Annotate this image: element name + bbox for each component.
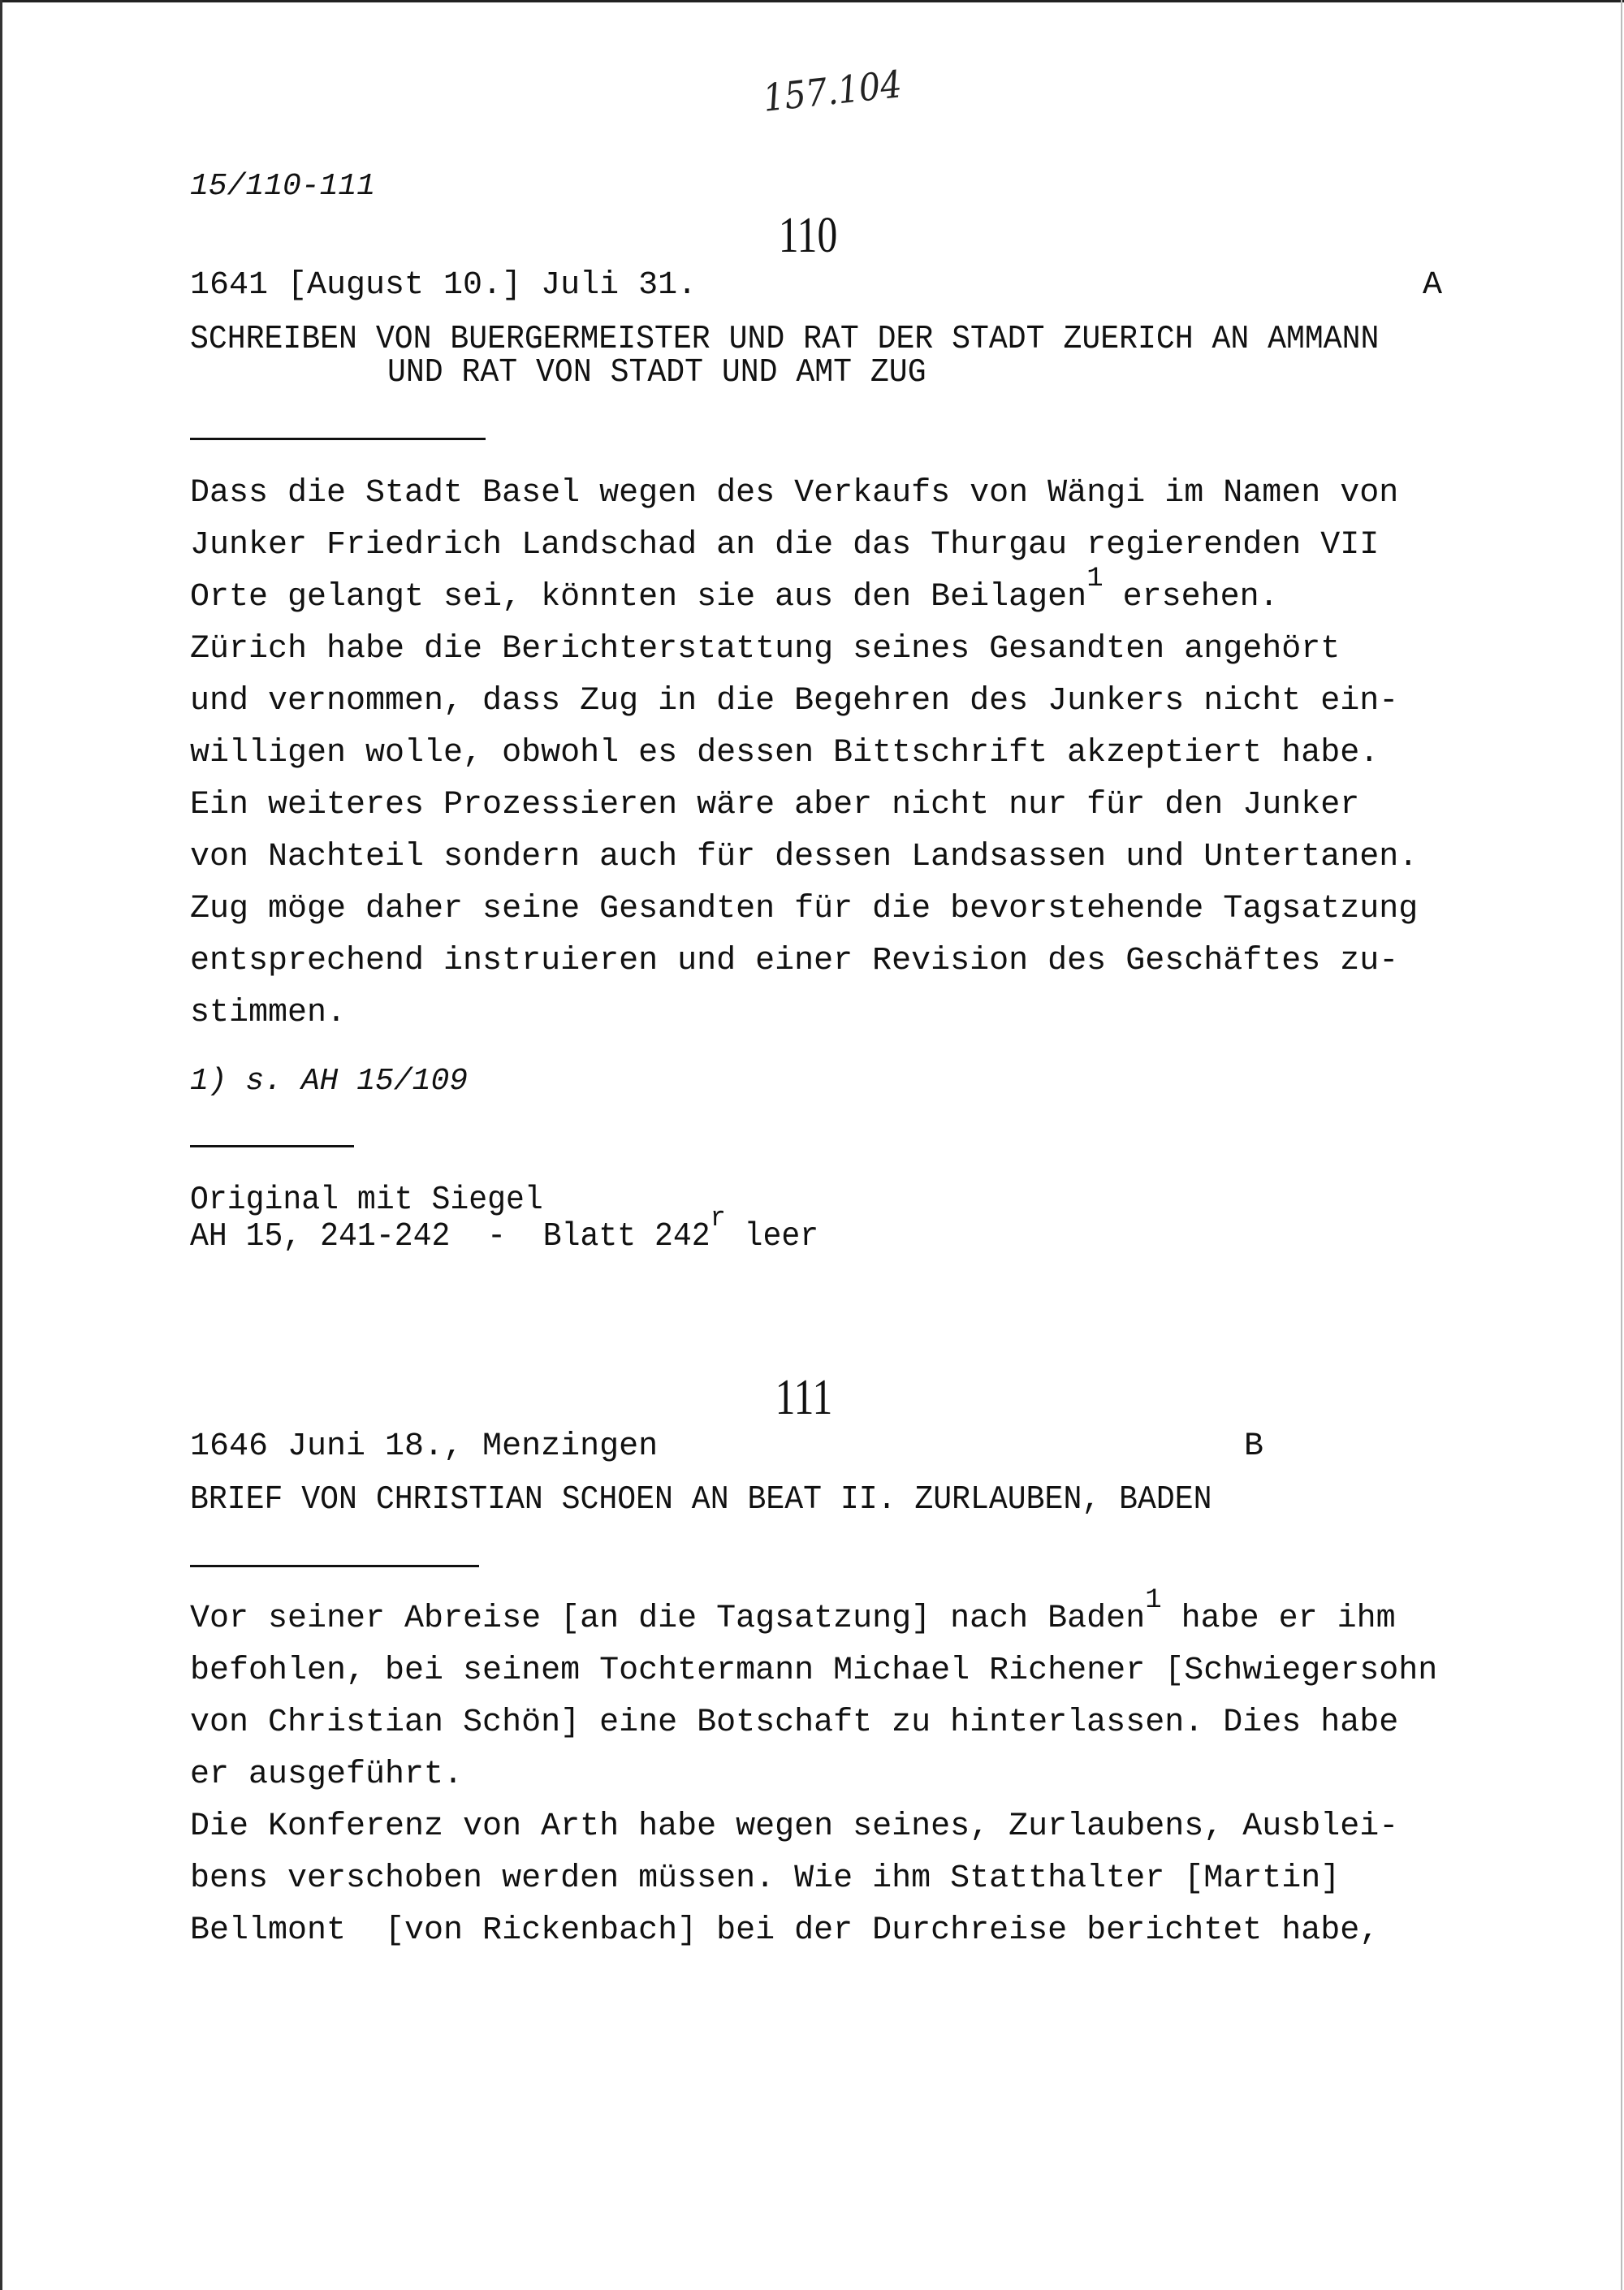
body-line: Zürich habe die Berichterstattung seines Gesandten angehört [190,631,1341,668]
source-line: Original mit Siegel [190,1182,543,1219]
body-line: befohlen, bei seinem Tochtermann Michael Richener [Schwiegersohn [190,1653,1438,1689]
scan-border-left [0,0,2,2290]
footnote-marker: 1 [1086,564,1104,594]
body-text: ersehen. [1103,579,1279,616]
reference-number: 15/110-111 [190,169,376,204]
body-text: habe er ihm [1161,1601,1396,1637]
footnote-marker: 1 [1145,1585,1162,1616]
body-line: Zug möge daher seine Gesandten für die bevorstehende Tagsatzung [190,891,1419,927]
body-text: Orte gelangt sei, könnten sie aus den Beilagen [190,579,1087,616]
source-text: leer [725,1218,819,1255]
handwritten-archive-mark: 157.104 [761,62,905,120]
document-category-letter: B [1244,1428,1264,1465]
document-category-letter: A [1423,267,1443,304]
body-line: von Nachteil sondern auch für dessen Landsassen und Untertanen. [190,839,1419,875]
body-line: von Christian Schön] eine Botschaft zu hinterlassen. Dies habe [190,1705,1399,1741]
scan-border-top [0,0,1624,2]
section-divider [190,438,486,440]
document-title-line1: BRIEF VON CHRISTIAN SCHOEN AN BEAT II. ZURLAUBEN, BADEN [190,1481,1212,1519]
footnote-divider [190,1145,354,1147]
body-line: er ausgeführt. [190,1756,464,1793]
body-line: stimmen. [190,995,347,1031]
body-line: Die Konferenz von Arth habe wegen seines, Zurlaubens, Ausblei- [190,1808,1399,1845]
recto-marker: r [710,1203,726,1234]
document-date: 1646 Juni 18., Menzingen [190,1428,659,1465]
body-line: bens verschoben werden müssen. Wie ihm Statthalter [Martin] [190,1860,1341,1897]
section-divider [190,1565,479,1567]
document-number-110: 110 [778,208,838,263]
body-line: Junker Friedrich Landschad an die das Thurgau regierenden VII [190,527,1380,564]
source-text: AH 15, 241-242 - Blatt 242 [190,1218,710,1255]
body-line [190,1585,1396,1640]
body-line: Dass die Stadt Basel wegen des Verkaufs von Wängi im Namen von [190,475,1399,512]
body-line: und vernommen, dass Zug in die Begehren des Junkers nicht ein- [190,683,1399,719]
document-number-111: 111 [775,1370,833,1425]
scan-border-right [1621,0,1622,2290]
body-text: Vor seiner Abreise [an die Tagsatzung] nach Baden [190,1601,1146,1637]
body-line [190,564,1279,619]
body-line: Bellmont [von Rickenbach] bei der Durchreise berichtet habe, [190,1912,1380,1949]
document-title-line1: SCHREIBEN VON BUERGERMEISTER UND RAT DER STADT ZUERICH AN AMMANN [190,321,1380,358]
body-line: entsprechend instruieren und einer Revision des Geschäftes zu- [190,943,1399,979]
source-line [190,1203,819,1259]
document-title-line2: UND RAT VON STADT UND AMT ZUG [387,354,926,391]
footnote: 1) s. AH 15/109 [190,1064,469,1099]
body-line: willigen wolle, obwohl es dessen Bittschrift akzeptiert habe. [190,735,1380,771]
document-date: 1641 [August 10.] Juli 31. [190,267,698,304]
body-line: Ein weiteres Prozessieren wäre aber nicht nur für den Junker [190,787,1360,823]
